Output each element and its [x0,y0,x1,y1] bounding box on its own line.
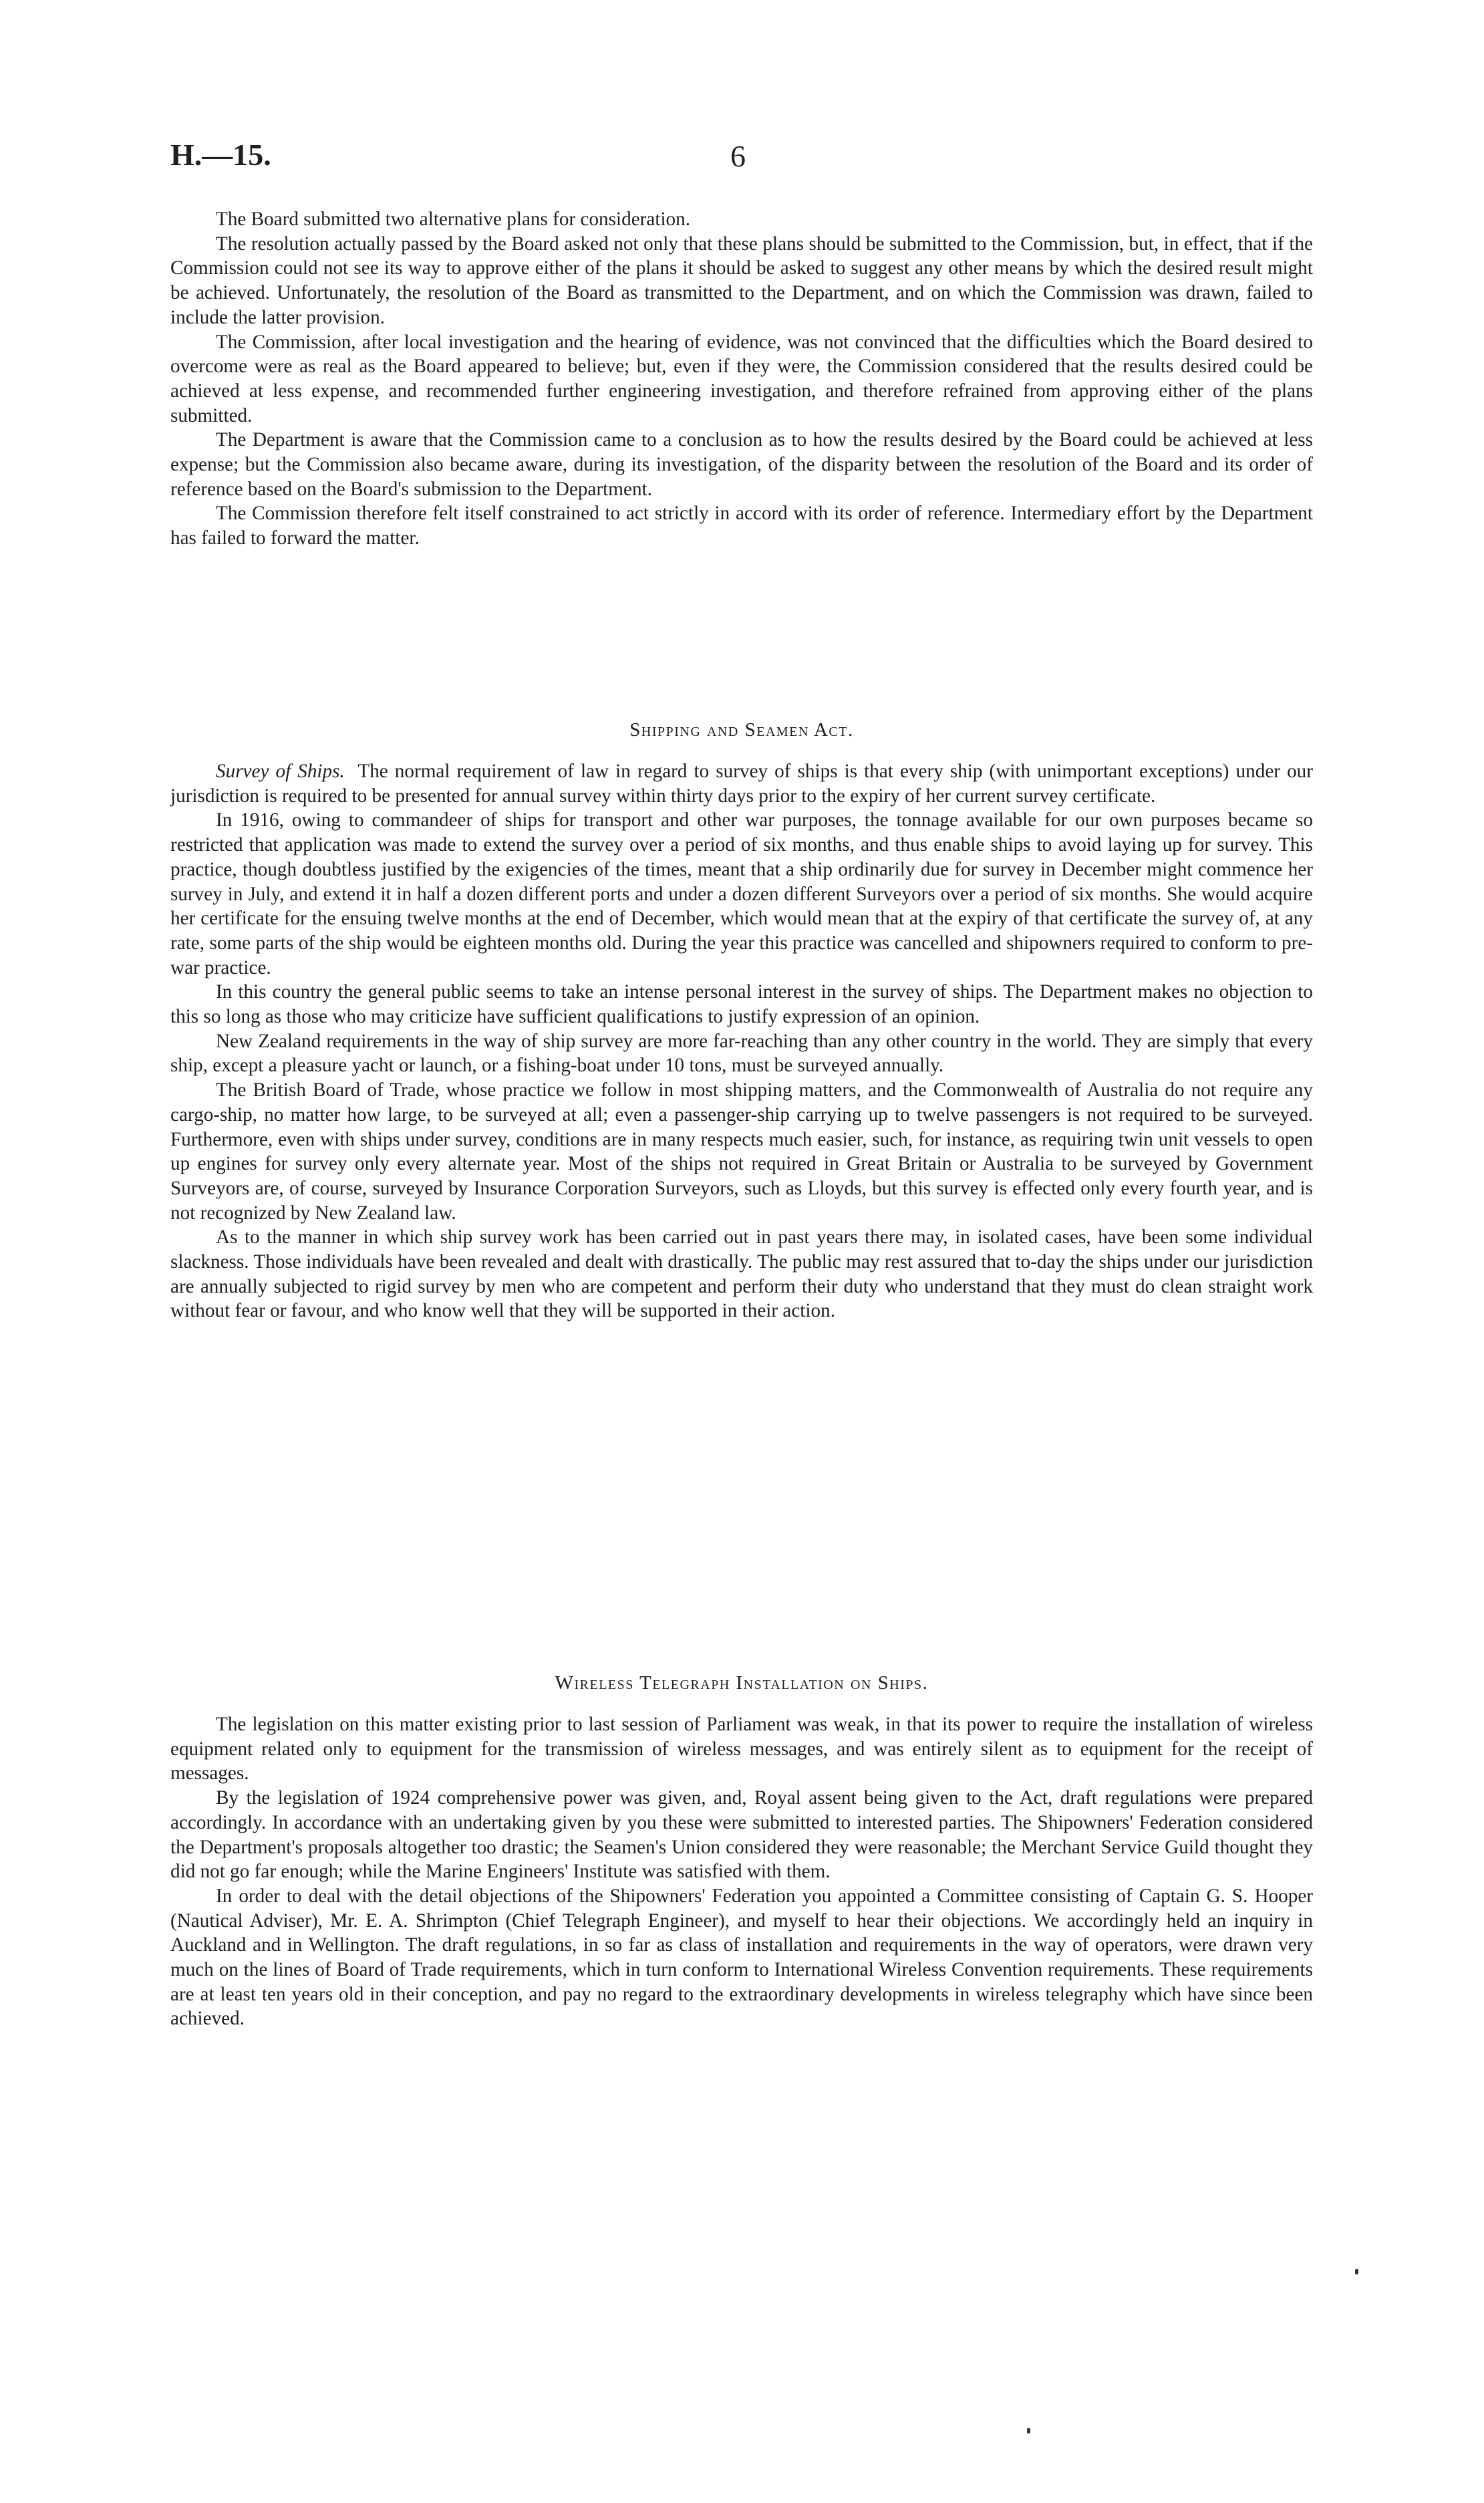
paragraph: The Department is aware that the Commission came to a conclusion as to how the results desired by the Board could be achieved at less expense; but the Commission also became aware, during its investigation, of the disparity between the resolution of the Board and its order of reference based on the Board's submission to the Department. [170,429,1313,500]
page-header [170,137,1313,184]
paragraph: The Commission therefore felt itself constrained to act strictly in accord with its order of reference. Intermediary effort by the Department has failed to forward the matter. [170,503,1313,549]
paragraph: By the legislation of 1924 comprehensive power was given, and, Royal assent being given to the Act, draft regulations were prepared accordingly. In accordance with an undertaking given by you these were submitted to interested parties. The Shipowners' Federation considered the Department's proposals altogether too drastic; the Seamen's Union considered they were reasonable; the Merchant Service Guild thought they did not go far enough; while the Marine Engineers' Institute was satisfied with them. [170,1787,1313,1883]
paragraph: The British Board of Trade, whose practice we follow in most shipping matters, and the Commonwealth of Australia do not require any cargo-ship, no matter how large, to be surveyed at all; even a passenger-ship carrying up to twelve passengers is not required to be surveyed. Furthermore, even with ships under survey, conditions are in many respects much easier, such, for instance, as requiring twin unit vessels to open up engines for survey only every alternate year. Most of the ships not required in Great Britain or Australia to be surveyed by Government Surveyors are, of course, surveyed by Insurance Corporation Surveyors, such as Lloyds, but this survey is effected only every fourth year, and is not recognized by New Zealand law. [170,1079,1313,1224]
paragraph: The resolution actually passed by the Board asked not only that these plans should be submitted to the Commission, but, in effect, that if the Commission could not see its way to approve either of the plans it should be asked to suggest any other means by which the desired result might be achieved. Unfortunately, the resolution of the Board as transmitted to the Department, and on which the Commission was drawn, failed to include the latter provision. [170,233,1313,328]
paragraph: New Zealand requirements in the way of ship survey are more far-reaching than any other country in the world. They are simply that every ship, except a pleasure yacht or launch, or a fishing-boat under 10 tons, must be surveyed annually. [170,1030,1313,1077]
paragraph: In 1916, owing to commandeer of ships for transport and other war purposes, the tonnage available for our own purposes became so restricted that application was made to extend the survey over a period of six months, and thus enable ships to avoid laying up for survey. This practice, though doubtless justified by the exigencies of the times, meant that a ship ordinarily due for survey in December might commence her survey in July, and extend it in half a dozen different ports and under a dozen different Surveyors over a period of six months. She would acquire her certificate for the ensuing twelve months at the end of December, which would mean that at the expiry of that certificate the survey of, at any rate, some parts of the ship would be eighteen months old. During the year this practice was cancelled and shipowners required to conform to pre-war practice. [170,809,1313,978]
paragraph: The Board submitted two alternative plans for consideration. [216,209,691,230]
scan-speck [1355,2269,1358,2274]
shipping-section [170,759,1313,1323]
scan-speck [1027,2428,1030,2433]
paragraph: The legislation on this matter existing prior to last session of Parliament was weak, in that its power to require the installation of wireless equipment related only to equipment for the transmission of wireless messages, and was entirely silent as to equipment for the receipt of messages. [170,1714,1313,1785]
section-heading-wireless: Wireless Telegraph Installation on Ships. [555,1672,929,1694]
page-number: 6 [730,139,746,173]
side-heading: Survey of Ships. [216,761,345,782]
section-heading-shipping: Shipping and Seamen Act. [629,719,854,741]
paragraph-survey-of-ships [170,759,1313,808]
wireless-section [170,1712,1313,2031]
paragraph-text: The normal requirement of law in regard to survey of ships is that every ship (with unimportant exceptions) under our jurisdiction is required to be presented for annual survey within thirty days prior to the expiry of her current survey certificate. [170,761,1313,807]
intro-section [170,207,1313,551]
paragraph: The Commission, after local investigation and the hearing of evidence, was not convinced that the difficulties which the Board desired to overcome were as real as the Board appeared to believe; but, even if they were, the Commission considered that the results desired could be achieved at less expense, and recommended further engineering investigation, and therefore refrained from approving either of the plans submitted. [170,331,1313,426]
document-reference: H.—15. [170,138,271,172]
paragraph: As to the manner in which ship survey work has been carried out in past years there may, in isolated cases, have been some individual slackness. Those individuals have been revealed and dealt with drastically. The public may rest assured that to-day the ships under our jurisdiction are annually subjected to rigid survey by men who are competent and perform their duty who understand that they must do clean straight work without fear or favour, and who know well that they will be supported in their action. [170,1226,1313,1322]
paragraph: In order to deal with the detail objections of the Shipowners' Federation you appointed a Committee consisting of Captain G. S. Hooper (Nautical Adviser), Mr. E. A. Shrimpton (Chief Telegraph Engineer), and myself to hear their objections. We accordingly held an inquiry in Auckland and in Wellington. The draft regulations, in so far as class of installation and requirements in the way of operators, were drawn very much on the lines of Board of Trade requirements, which in turn conform to International Wireless Convention requirements. These requirements are at least ten years old in their conception, and pay no regard to the extraordinary developments in wireless telegraphy which have since been achieved. [170,1885,1313,2030]
paragraph: In this country the general public seems to take an intense personal interest in the survey of ships. The Department makes no objection to this so long as those who may criticize have sufficient qualifications to justify expression of an opinion. [170,981,1313,1028]
